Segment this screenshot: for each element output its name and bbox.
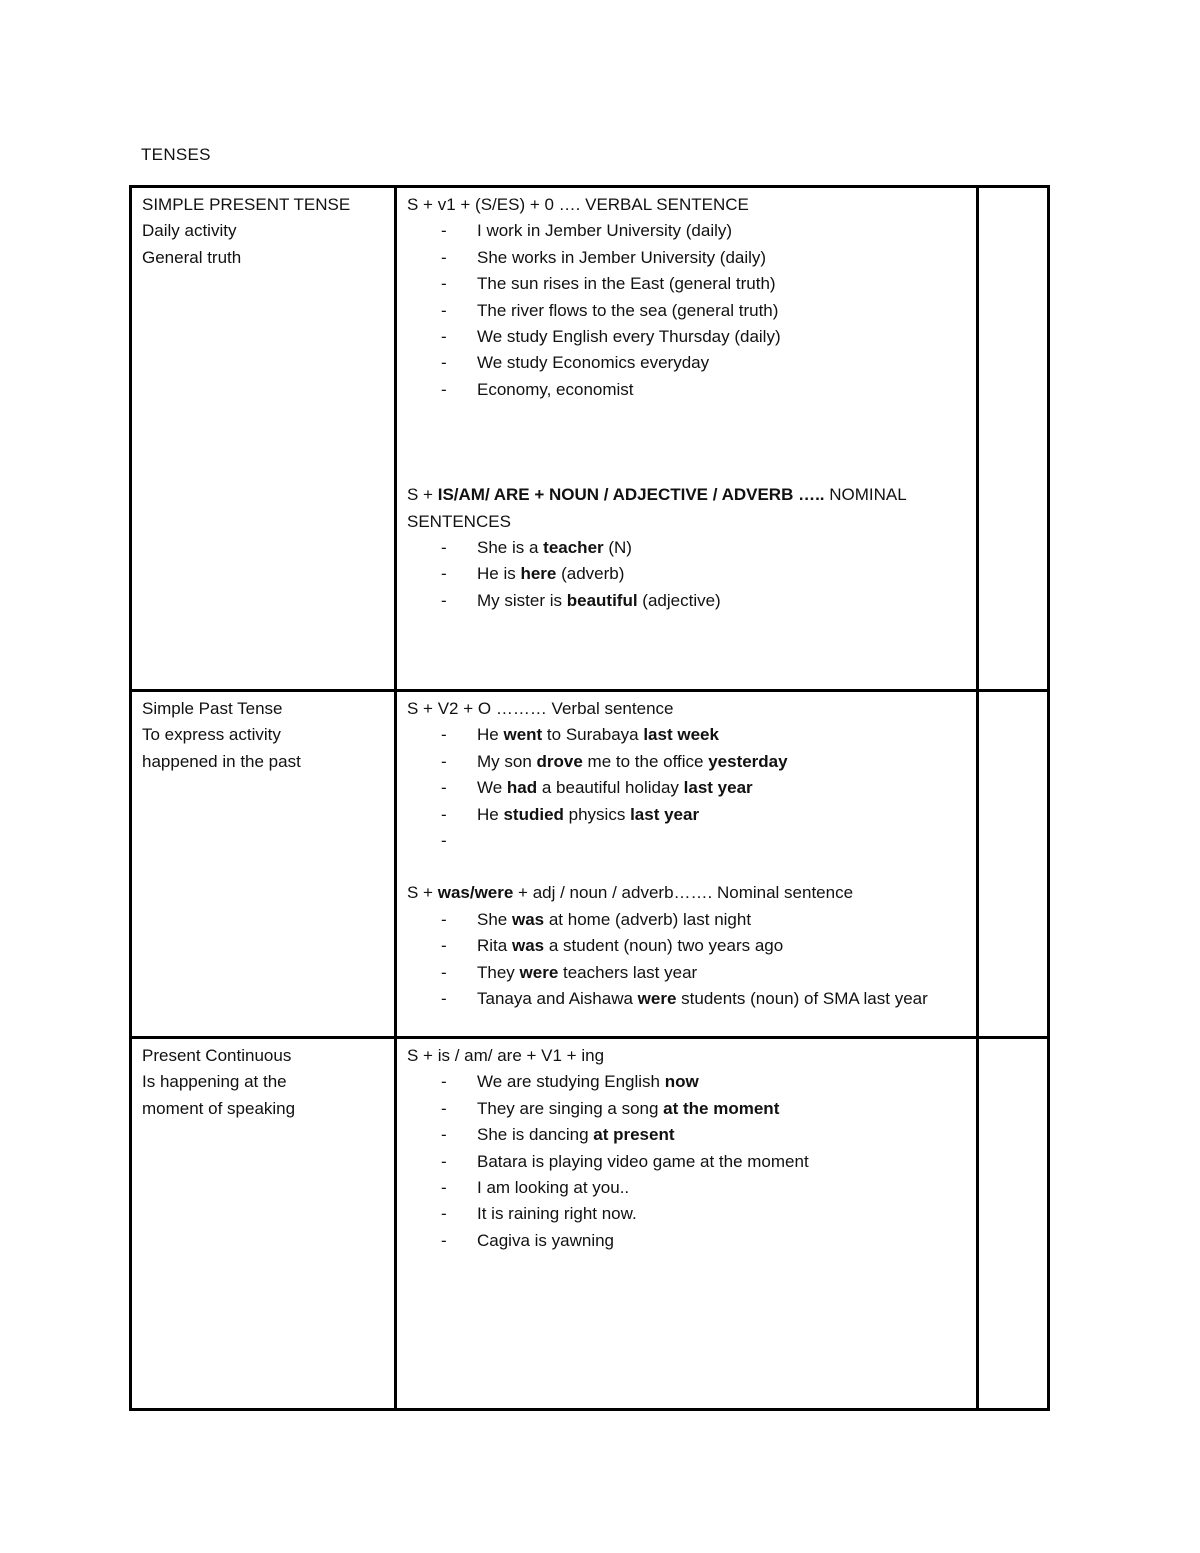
document-title: TENSES	[141, 145, 211, 164]
tense-use: Daily activity	[142, 221, 237, 241]
list-item: - My son drove me to the office yesterday	[407, 749, 966, 775]
example-list	[407, 907, 966, 1013]
list-item: - He studied physics last year	[407, 802, 966, 828]
example-list	[407, 1069, 966, 1254]
tense-label-cell	[131, 187, 396, 691]
example-list	[407, 722, 966, 854]
list-item: - She is dancing at present	[407, 1122, 966, 1148]
empty-cell	[978, 1038, 1049, 1410]
list-item: - Cagiva is yawning	[407, 1228, 966, 1254]
tense-use: Is happening at the	[142, 1072, 287, 1092]
list-item: - Rita was a student (noun) two years ago	[407, 933, 966, 959]
list-item: - Tanaya and Aishawa were students (noun) of SMA last year	[407, 986, 966, 1012]
formula: S + was/were + adj / noun / adverb……. Nominal sentence	[407, 883, 854, 903]
table-row	[131, 187, 1049, 691]
tense-content-cell	[396, 691, 978, 1038]
empty-cell	[978, 691, 1049, 1038]
list-item: - The sun rises in the East (general truth)	[407, 271, 966, 297]
list-item: - We had a beautiful holiday last year	[407, 775, 966, 801]
tense-name: Simple Past Tense	[142, 699, 283, 718]
tense-name: Present Continuous	[142, 1046, 292, 1065]
list-item: - My sister is beautiful (adjective)	[407, 588, 966, 614]
list-item: - She was at home (adverb) last night	[407, 907, 966, 933]
tense-content-cell	[396, 187, 978, 691]
table-row	[131, 691, 1049, 1038]
list-item	[407, 828, 966, 854]
list-item: - They are singing a song at the moment	[407, 1096, 966, 1122]
list-item: - She works in Jember University (daily)	[407, 245, 966, 271]
tense-use: To express activity	[142, 725, 281, 745]
empty-cell	[978, 187, 1049, 691]
tense-content-cell	[396, 1038, 978, 1410]
list-item: - He went to Surabaya last week	[407, 722, 966, 748]
list-item: - It is raining right now.	[407, 1201, 966, 1227]
list-item: - He is here (adverb)	[407, 561, 966, 587]
tense-name: SIMPLE PRESENT TENSE	[142, 195, 351, 214]
formula: S + v1 + (S/ES) + 0 …. VERBAL SENTENCE	[407, 195, 749, 214]
formula: S + IS/AM/ ARE + NOUN / ADJECTIVE / ADVERB ….. NOMINAL SENTENCES	[407, 485, 907, 531]
table-row	[131, 1038, 1049, 1410]
list-item: - We are studying English now	[407, 1069, 966, 1095]
example-list	[407, 535, 966, 614]
list-item: - We study English every Thursday (daily)	[407, 324, 966, 350]
list-item: - We study Economics everyday	[407, 350, 966, 376]
list-item: - I work in Jember University (daily)	[407, 218, 966, 244]
list-item: - They were teachers last year	[407, 960, 966, 986]
formula: S + V2 + O ……… Verbal sentence	[407, 699, 674, 718]
list-item: - I am looking at you..	[407, 1175, 966, 1201]
tenses-table	[129, 185, 1050, 1411]
tense-use: happened in the past	[142, 751, 301, 771]
list-item: - Economy, economist	[407, 377, 966, 403]
tense-label-cell	[131, 1038, 396, 1410]
formula: S + is / am/ are + V1 + ing	[407, 1046, 605, 1065]
tense-use: moment of speaking	[142, 1098, 296, 1118]
list-item: - The river flows to the sea (general truth)	[407, 298, 966, 324]
list-item: - Batara is playing video game at the moment	[407, 1149, 966, 1175]
tense-use: General truth	[142, 247, 242, 267]
example-list	[407, 218, 966, 403]
list-item: - She is a teacher (N)	[407, 535, 966, 561]
tense-label-cell	[131, 691, 396, 1038]
